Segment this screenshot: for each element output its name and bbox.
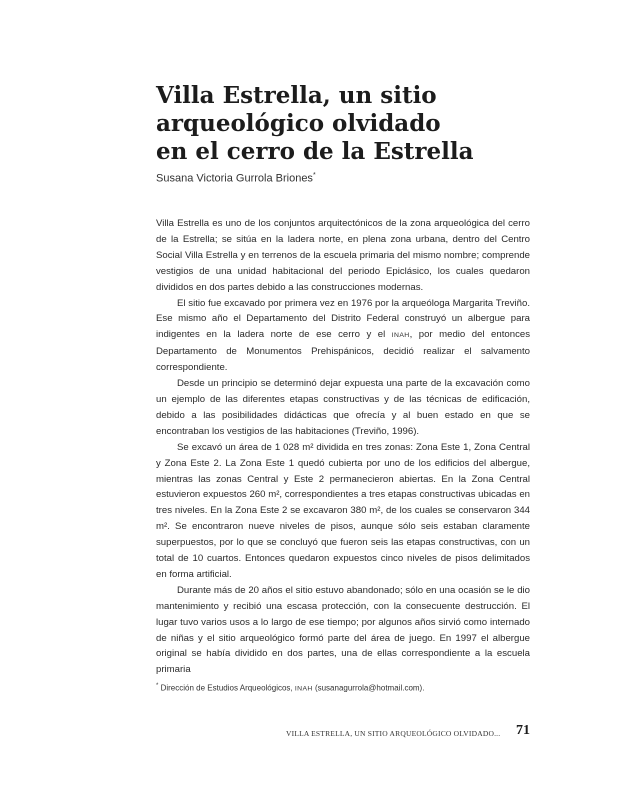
author-line bbox=[156, 172, 316, 185]
author-name: Susana Victoria Gurrola Briones bbox=[156, 172, 313, 185]
footnote-text-b: (susanagurrola@hotmail.com). bbox=[312, 683, 425, 693]
page-number: 71 bbox=[516, 723, 530, 738]
paragraph-2-text-b: , por medio del entonces Departamento de Monumentos Prehispánicos, decidió realizar el salvamento correspondiente. bbox=[156, 329, 530, 374]
paragraph-2-abbreviation: INAH bbox=[391, 332, 410, 340]
article-title bbox=[156, 82, 556, 166]
footnote-mark: * bbox=[156, 683, 159, 689]
paragraph-2 bbox=[156, 296, 530, 377]
title-line-1: Villa Estrella, un sitio bbox=[156, 82, 437, 109]
title-line-2: arqueológico olvidado bbox=[156, 110, 441, 137]
author-footnote-mark: * bbox=[312, 172, 316, 179]
paragraph-5: Durante más de 20 años el sitio estuvo abandonado; sólo en una ocasión se le dio mantenimiento y recibió una escasa protección, con la consecuente destrucción. El lugar tuvo varios usos a lo largo de ese tiempo; por algunos años sirvió como internado de niñas y el sitio arqueológico formó parte del área de juego. En 1997 el albergue original se había dividido en dos partes, una de ellas correspondiente a la escuela primaria bbox=[156, 584, 530, 676]
footnote-text-a: Dirección de Estudios Arqueológicos, bbox=[160, 683, 295, 693]
paragraph-2-text-a: El sitio fue excavado por primera vez en 1976 por la arqueóloga Margarita Treviño. Ese mismo año el Departamento del Distrito Federal construyó un albergue para indigentes en la ladera norte de ese cerro y el bbox=[156, 297, 530, 341]
footnote-abbreviation: INAH bbox=[294, 685, 313, 693]
paragraph-4: Se excavó un área de 1 028 m² dividida en tres zonas: Zona Este 1, Zona Central y Zona Este 2. La Zona Este 1 quedó cubierta por uno de los edificios del albergue, mientras las zonas Central y Este 2 permanecieron abiertas. En la Zona Central estuvieron expuestos 260 m², correspondientes a tres etapas constructivas ubicadas en tres niveles. En la Zona Este 2 se excavaron 380 m², de los cuales se conservaron 344 m². Se encontraron nueve niveles de pisos, aunque sólo seis estaban claramente superpuestos, por lo que se concluyó que fueron seis las etapas constructivas, con un total de 10 cuartos. Entonces quedaron expuestos cinco niveles de pisos delimitados en forma artificial. bbox=[156, 441, 530, 580]
running-head: VILLA ESTRELLA, UN SITIO ARQUEOLÓGICO OLVIDADO... bbox=[286, 729, 501, 738]
footnote bbox=[156, 683, 536, 693]
title-line-3: en el cerro de la Estrella bbox=[156, 138, 474, 165]
paragraph-3: Desde un principio se determinó dejar expuesta una parte de la excavación como un ejemplo de las diferentes etapas constructivas y de las técnicas de edificación, debido a las posibilidades didácticas que ofrecía y al buen estado en que se encontraban los vestigios de las habitaciones (Treviño, 1996). bbox=[156, 378, 530, 437]
article-body bbox=[156, 216, 530, 678]
paragraph-1: Villa Estrella es uno de los conjuntos arquitectónicos de la zona arqueológica del cerro de la Estrella; se sitúa en la ladera norte, en plena zona urbana, dentro del Centro Social Villa Estrella y en terrenos de la escuela primaria del mismo nombre; comprende vestigios de una unidad habitacional del periodo Epiclásico, los cuales quedaron divididos en dos partes debido a las construcciones modernas. bbox=[156, 218, 530, 293]
